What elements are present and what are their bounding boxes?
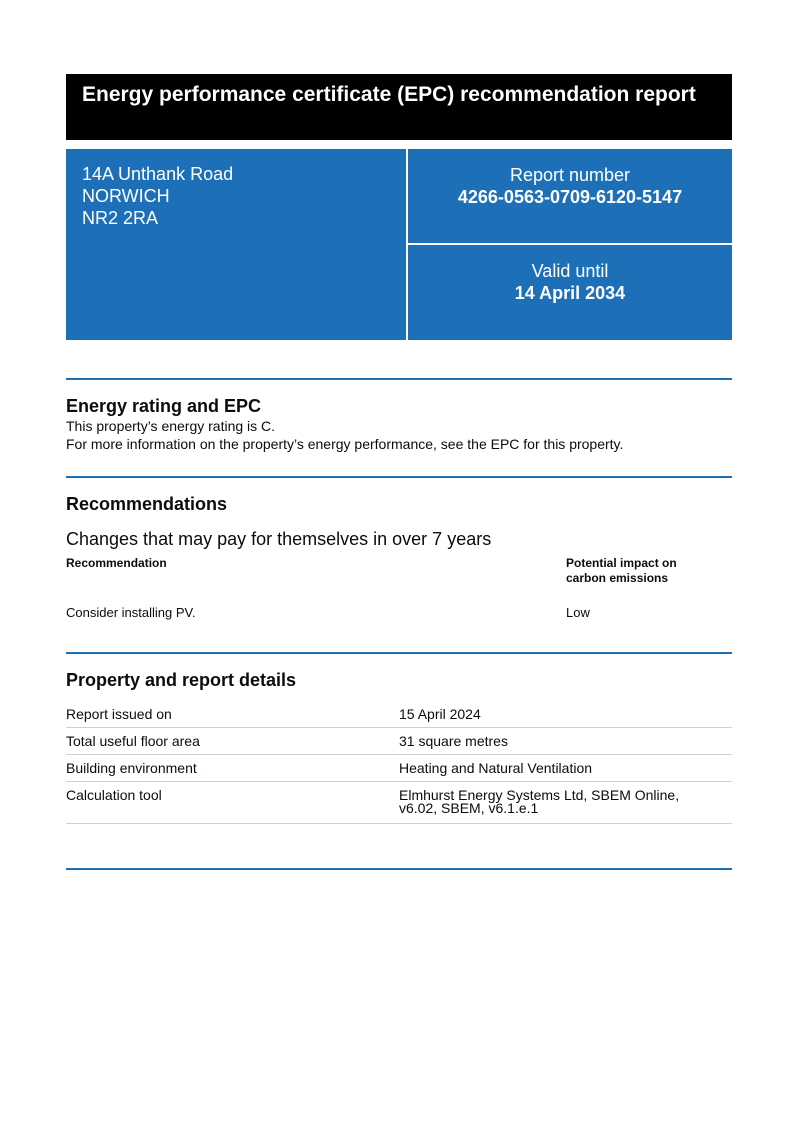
details-section	[66, 669, 732, 824]
address-line-3: NR2 2RA	[82, 208, 159, 228]
section-divider	[66, 652, 732, 654]
detail-value: 15 April 2024	[399, 708, 732, 728]
col-recommendation-header: Recommendation	[66, 556, 167, 570]
recommendations-heading: Recommendations	[66, 494, 228, 514]
detail-label: Calculation tool	[66, 782, 399, 824]
table-row	[66, 708, 732, 728]
col-impact-header	[566, 556, 732, 602]
impact-value: Low	[566, 605, 590, 620]
page-title: Energy performance certificate (EPC) recommendation report	[82, 83, 696, 106]
report-number: 4266-0563-0709-6120-5147	[457, 187, 683, 207]
detail-value: Heating and Natural Ventilation	[399, 755, 732, 782]
detail-label: Report issued on	[66, 708, 399, 728]
details-heading: Property and report details	[66, 670, 297, 690]
detail-label: Total useful floor area	[66, 728, 399, 755]
valid-until-label: Valid until	[531, 261, 609, 281]
table-row	[66, 602, 732, 621]
report-title-bar	[66, 74, 732, 140]
detail-value-line-1: Elmhurst Energy Systems Ltd, SBEM Online,	[399, 787, 680, 803]
energy-rating-heading: Energy rating and EPC	[66, 396, 262, 416]
table-row	[66, 728, 732, 755]
section-divider	[66, 868, 732, 870]
details-table	[66, 708, 732, 824]
detail-label: Building environment	[66, 755, 399, 782]
section-divider	[66, 378, 732, 380]
report-number-label: Report number	[509, 165, 631, 185]
table-row	[66, 782, 732, 824]
detail-value: 31 square metres	[399, 728, 732, 755]
valid-until-date: 14 April 2034	[514, 283, 626, 303]
col-impact-header-line-1: Potential impact on	[566, 556, 677, 570]
energy-rating-section	[66, 395, 732, 453]
address-line-1: 14A Unthank Road	[82, 164, 234, 184]
address-line-2: NORWICH	[82, 186, 170, 206]
energy-info-text: For more information on the property’s energy performance, see the EPC for this property.	[66, 436, 624, 452]
report-number-box	[408, 149, 732, 243]
report-info-column	[408, 149, 732, 340]
recommendations-subheading: Changes that may pay for themselves in over 7 years	[66, 529, 492, 549]
energy-rating-text: This property’s energy rating is C.	[66, 418, 276, 434]
address-box	[66, 149, 406, 340]
table-row	[66, 755, 732, 782]
section-divider	[66, 476, 732, 478]
recommendations-table	[66, 556, 732, 621]
recommendations-section	[66, 493, 732, 621]
valid-until-box	[408, 245, 732, 340]
table-header-row	[66, 556, 732, 602]
detail-value	[399, 782, 732, 824]
report-page	[66, 74, 732, 870]
detail-value-line-2: v6.02, SBEM, v6.1.e.1	[399, 800, 539, 816]
info-grid	[66, 149, 732, 340]
recommendation-text: Consider installing PV.	[66, 605, 196, 620]
col-impact-header-line-2: carbon emissions	[566, 571, 669, 585]
